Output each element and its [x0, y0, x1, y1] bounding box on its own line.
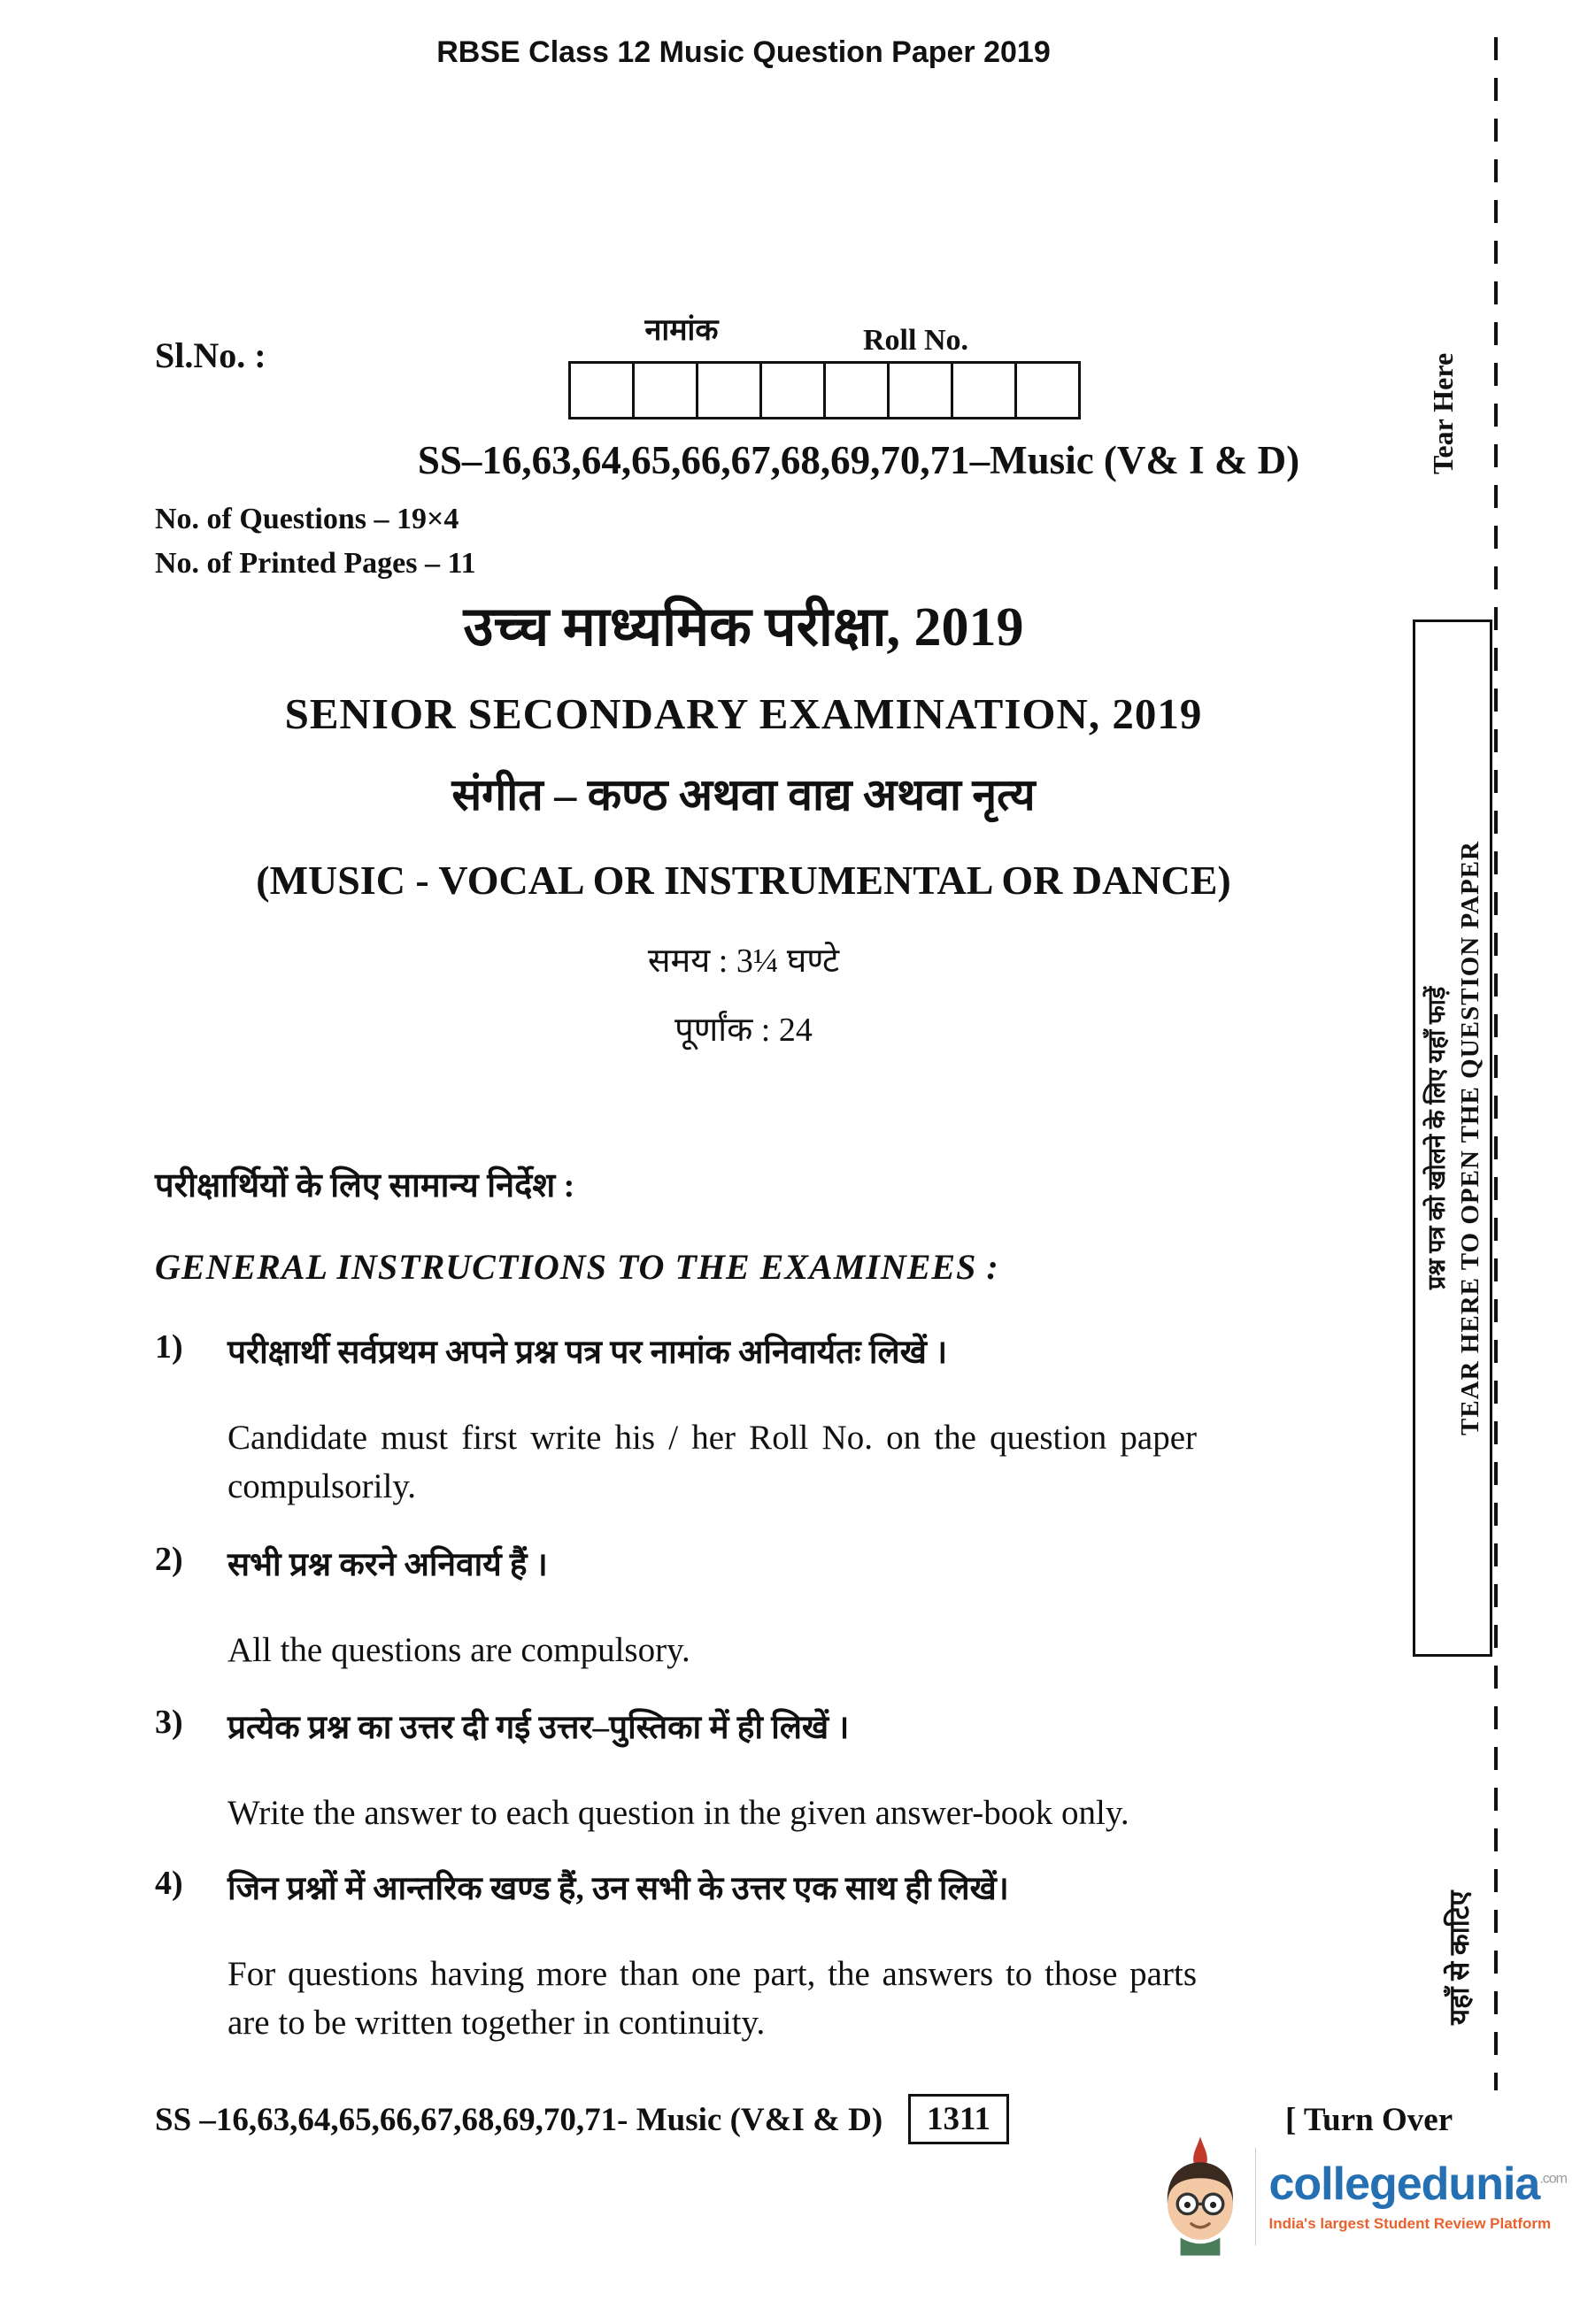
instruction-item-4: [155, 1864, 1345, 2048]
logo-divider: [1255, 2148, 1256, 2245]
instruction-text-english: Candidate must first write his / her Roll No. on the question paper compulsorily.: [227, 1419, 1197, 1506]
paper-code-title: SS–16,63,64,65,66,67,68,69,70,71–Music (V& I & D): [417, 438, 1300, 482]
number-of-printed-pages: No. of Printed Pages – 11: [155, 547, 476, 580]
roll-cell: [696, 361, 762, 419]
logo-brand-text: collegedunia$^{.com}$: [1268, 2158, 1567, 2210]
namank-label: नामांक: [644, 314, 719, 347]
instruction-item-1: [155, 1327, 1345, 1512]
roll-number-boxes: [568, 361, 1081, 419]
instruction-number: 3): [155, 1704, 183, 1741]
tear-box-text-hindi: प्रश्न पत्र को खोलने के लिए यहाँ फाड़ें: [1422, 986, 1450, 1290]
footer-paper-number: 1311: [908, 2094, 1009, 2144]
maximum-marks: पूर्णांक : 24: [674, 1012, 813, 1049]
logo-tagline: India's largest Student Review Platform: [1268, 2215, 1552, 2233]
number-of-questions: No. of Questions – 19×4: [155, 503, 459, 535]
logo-domain-text: .com: [1539, 2171, 1567, 2187]
instruction-text-hindi: प्रत्येक प्रश्न का उत्तर दी गई उत्तर–पुस्तिका में ही लिखें ।: [227, 1710, 850, 1746]
roll-cell: [823, 361, 890, 419]
instruction-text-english: All the questions are compulsory.: [227, 1631, 690, 1669]
instruction-number: 2): [155, 1541, 183, 1578]
instruction-item-3: [155, 1703, 1345, 1837]
collegedunia-logo: [1151, 2135, 1567, 2259]
instructions-heading-english: GENERAL INSTRUCTIONS TO THE EXAMINEES :: [155, 1247, 999, 1287]
tear-box-text-english: TEAR HERE TO OPEN THE QUESTION PAPER: [1456, 841, 1485, 1435]
instruction-item-2: [155, 1540, 1345, 1674]
serial-number-label: Sl.No. :: [155, 335, 266, 375]
roll-number-label: Roll No.: [863, 324, 968, 357]
instruction-text-english: Write the answer to each question in the given answer-book only.: [227, 1794, 1129, 1832]
time-allowed: समय : 3¼ घण्टे: [647, 943, 840, 980]
tear-here-box: [1413, 619, 1492, 1657]
cut-here-label: यहाँ से काटिए: [1444, 1890, 1475, 2025]
exam-title-english: SENIOR SECONDARY EXAMINATION, 2019: [284, 689, 1203, 738]
instruction-text-hindi: सभी प्रश्न करने अनिवार्य हैं ।: [227, 1547, 548, 1583]
mascot-icon: [1151, 2135, 1250, 2259]
instruction-number: 1): [155, 1328, 183, 1366]
instructions-heading-hindi: परीक्षार्थियों के लिए सामान्य निर्देश :: [155, 1167, 575, 1204]
subject-title-english: (MUSIC - VOCAL OR INSTRUMENTAL OR DANCE): [256, 858, 1231, 903]
instruction-text-hindi: जिन प्रश्नों में आन्तरिक खण्ड हैं, उन सभी के उत्तर एक साथ ही लिखें।: [227, 1871, 1009, 1907]
instruction-text-english: For questions having more than one part, the answers to those parts are to be written together in continuity.: [227, 1955, 1197, 2043]
roll-cell: [951, 361, 1017, 419]
turn-over-label: [ Turn Over: [1285, 2102, 1453, 2138]
roll-cell: [632, 361, 698, 419]
page-title: RBSE Class 12 Music Question Paper 2019: [436, 35, 1051, 69]
roll-cell: [887, 361, 953, 419]
exam-title-hindi: उच्च माध्यमिक परीक्षा, 2019: [463, 597, 1024, 658]
tear-here-label: Tear Here: [1427, 352, 1459, 474]
subject-title-hindi: संगीत – कण्ठ अथवा वाद्य अथवा नृत्य: [451, 770, 1036, 820]
roll-cell: [759, 361, 826, 419]
footer-paper-code: SS –16,63,64,65,66,67,68,69,70,71- Music (V&I & D): [155, 2102, 883, 2138]
roll-cell: [1014, 361, 1081, 419]
instruction-number: 4): [155, 1865, 183, 1902]
tear-dashed-line: [1494, 37, 1498, 2090]
instruction-text-hindi: परीक्षार्थी सर्वप्रथम अपने प्रश्न पत्र पर नामांक अनिवार्यतः लिखें ।: [227, 1335, 948, 1371]
roll-cell: [568, 361, 635, 419]
